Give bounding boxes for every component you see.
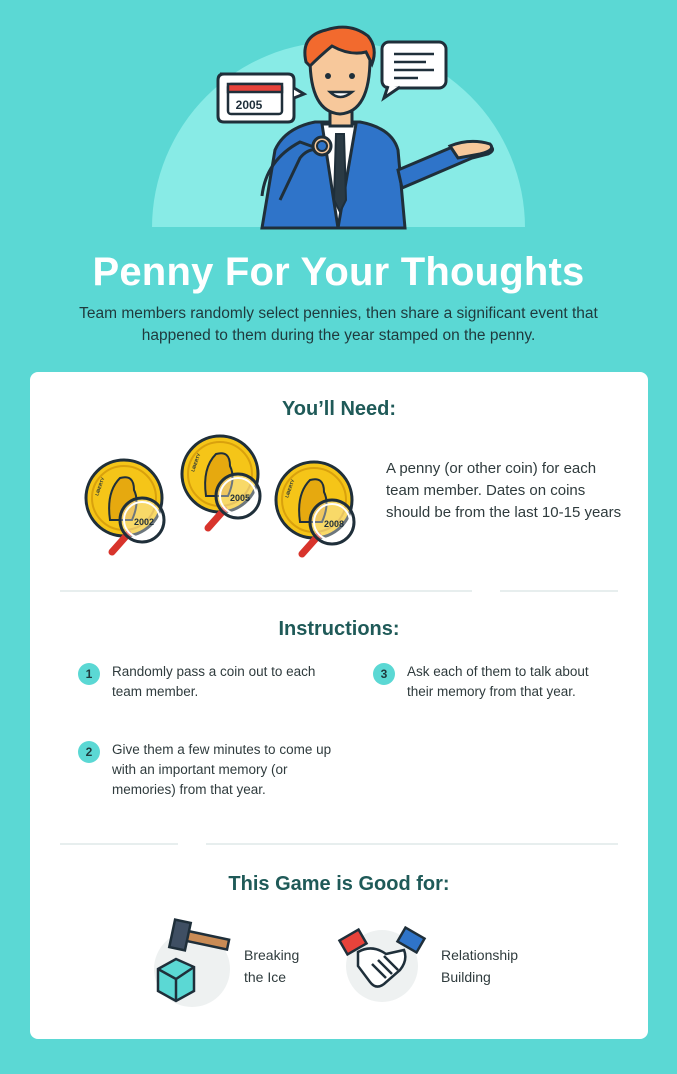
step-text: Give them a few minutes to come up with an important memory (or memories) from that year.: [112, 742, 332, 797]
page-subtitle: Team members randomly select pennies, then share a significant event that happened to them during the year stamped on the penny.: [79, 305, 598, 344]
step-text: Randomly pass a coin out to each team member.: [112, 664, 316, 699]
coin-stamp: LIBERTY: [284, 478, 296, 499]
hero-illustration: [0, 0, 677, 240]
step-text: Ask each of them to talk about their memory from that year.: [407, 664, 589, 699]
coin-stamp: LIBERTY: [190, 452, 202, 473]
divider: [206, 843, 618, 845]
good-for-label: Relationship Building: [441, 947, 519, 985]
needs-description: A penny (or other coin) for each team member. Dates on coins should be from the last 10-15 years: [386, 460, 622, 521]
content-card: [30, 372, 648, 1039]
coin-year: 2008: [323, 519, 345, 529]
divider: [60, 590, 472, 592]
instruction-step-2: [78, 740, 340, 800]
coins-illustration: [84, 432, 374, 582]
step-number: 2: [78, 741, 100, 763]
calendar-year: 2005: [235, 98, 263, 112]
held-coin: [317, 141, 327, 151]
hammer-ice-icon: [154, 917, 234, 1007]
step-number: 3: [373, 663, 395, 685]
step-number: 1: [78, 663, 100, 685]
coin-year: 2002: [133, 517, 155, 527]
coin-year: 2005: [229, 493, 251, 503]
instructions-heading: Instructions:: [278, 618, 400, 640]
handshake-icon: [336, 920, 428, 1004]
needs-heading: You’ll Need:: [281, 398, 397, 420]
divider: [60, 843, 178, 845]
instruction-step-3: [373, 662, 593, 702]
coin-stamp: LIBERTY: [94, 476, 106, 497]
good-for-heading: This Game is Good for:: [228, 873, 450, 895]
divider: [500, 590, 618, 592]
page-title: Penny For Your Thoughts: [92, 250, 585, 294]
good-for-label: Breaking the Ice: [244, 947, 300, 985]
instruction-step-1: [78, 662, 318, 702]
